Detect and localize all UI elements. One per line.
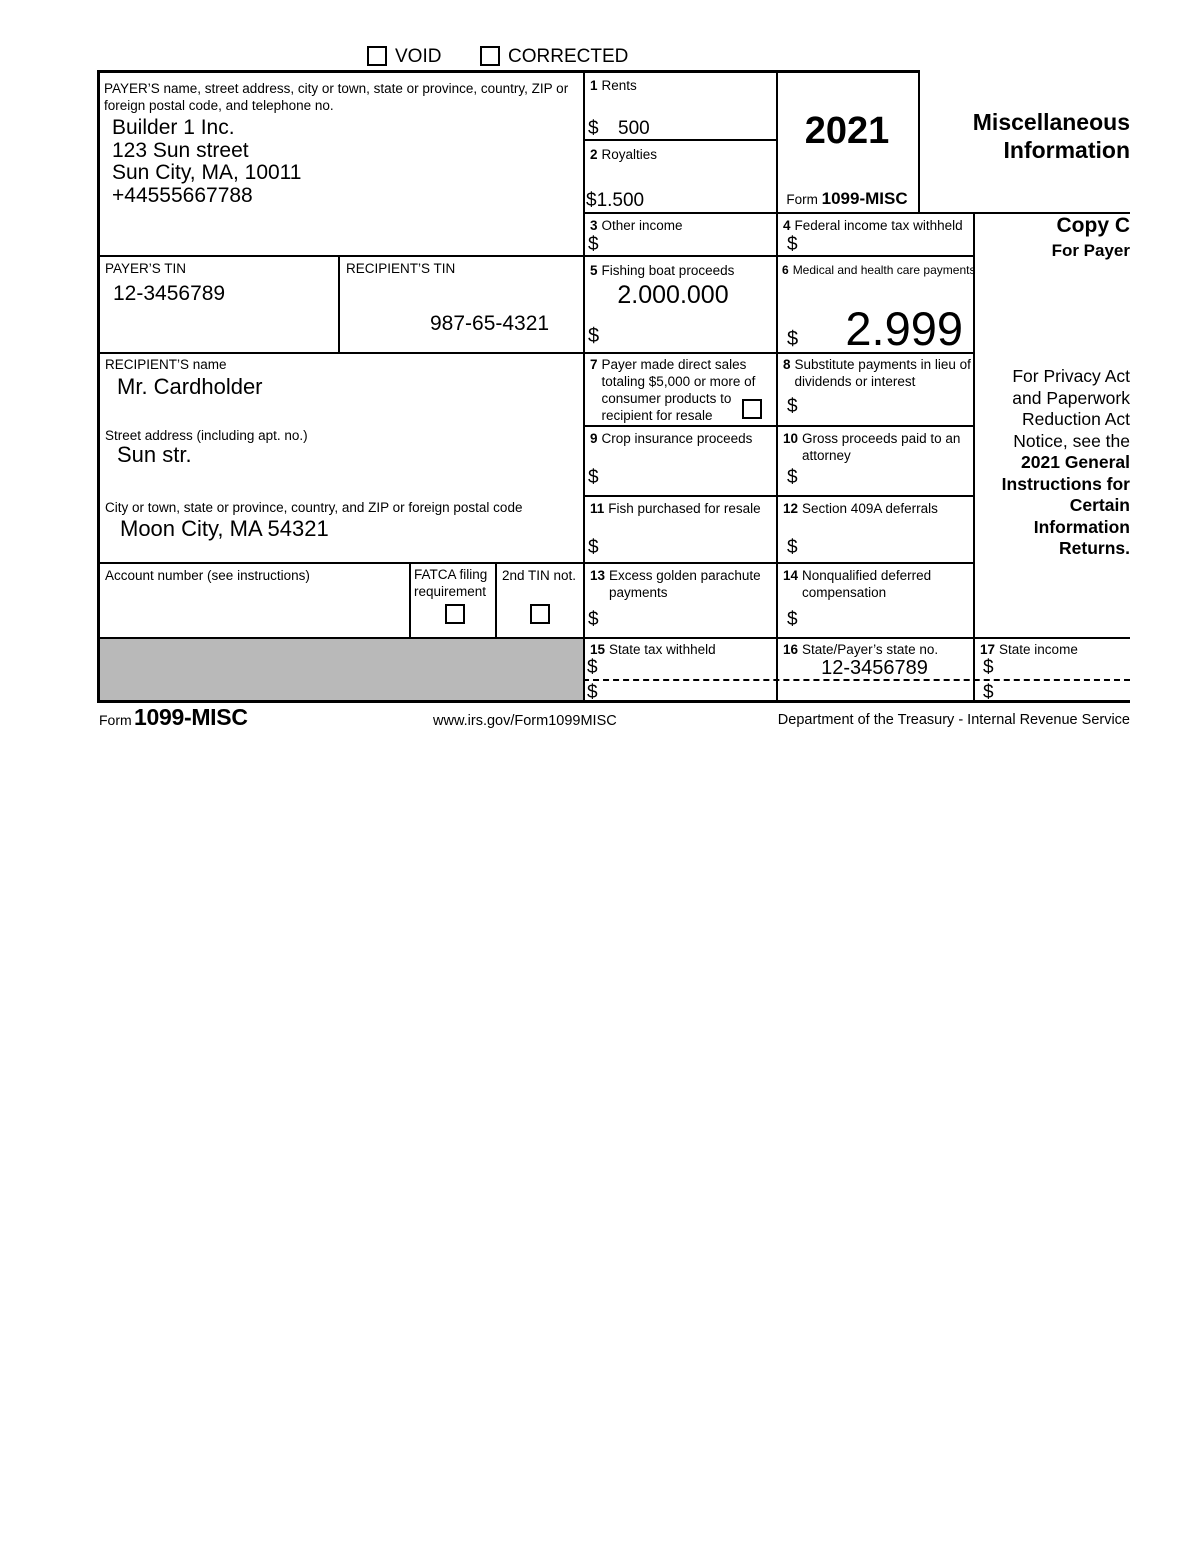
shaded-bar [100, 639, 583, 700]
divider-line [776, 70, 778, 700]
box5-label: 5 Fishing boat proceeds [590, 263, 735, 278]
box4-label: 4 Federal income tax withheld [783, 218, 963, 233]
box11-label: 11 Fish purchased for resale [590, 501, 761, 516]
box17-dollar-sign-1: $ [983, 657, 994, 678]
box16-value[interactable]: 12-3456789 [821, 657, 928, 679]
box15-label: 15 State tax withheld [590, 642, 716, 657]
copy-label: Copy C [1056, 214, 1130, 237]
payer-street-value[interactable]: 123 Sun street [112, 138, 249, 162]
divider-line [583, 495, 975, 497]
divider-line [338, 255, 340, 352]
recipient-tin-label: RECIPIENT’S TIN [346, 261, 456, 276]
street-address-value[interactable]: Sun str. [117, 442, 192, 467]
corrected-checkbox[interactable] [480, 46, 500, 66]
divider-line [97, 255, 975, 257]
divider-line [583, 139, 778, 141]
box9-dollar-sign: $ [588, 467, 599, 488]
box14-dollar-sign: $ [787, 609, 798, 630]
recipient-name-value[interactable]: Mr. Cardholder [117, 374, 263, 399]
footer-url: www.irs.gov/Form1099MISC [433, 713, 617, 729]
divider-line [409, 562, 411, 637]
box10-label: 10 Gross proceeds paid to an attorney [783, 431, 961, 463]
void-checkbox[interactable] [367, 46, 387, 66]
box8-label: 8 Substitute payments in lieu of dividends or interest [783, 357, 971, 389]
fatca-label: FATCA filing requirement [414, 567, 488, 599]
box17-dollar-sign-2: $ [983, 682, 994, 703]
corrected-label: CORRECTED [508, 46, 629, 67]
box13-label: 13 Excess golden parachute payments [590, 568, 761, 600]
box2-value[interactable]: $1.500 [586, 190, 645, 211]
box3-label: 3 Other income [590, 218, 683, 233]
box9-label: 9 Crop insurance proceeds [590, 431, 753, 446]
form-number-box: Form 1099-MISC [786, 189, 908, 208]
payer-city-value[interactable]: Sun City, MA, 10011 [112, 161, 302, 184]
box7-checkbox[interactable] [742, 399, 762, 419]
box15-dollar-sign-1: $ [587, 657, 598, 678]
recipient-tin-value[interactable]: 987-65-4321 [430, 312, 550, 335]
footer-form-word: Form [99, 712, 132, 728]
recipient-name-label: RECIPIENT’S name [105, 357, 227, 372]
border-top [97, 70, 920, 73]
box1-value[interactable]: 500 [618, 118, 650, 139]
border-bottom [97, 700, 1130, 703]
account-number-label: Account number (see instructions) [105, 568, 310, 583]
box1-dollar-sign: $ [588, 118, 599, 139]
street-address-label: Street address (including apt. no.) [105, 428, 308, 443]
payer-phone-value[interactable]: +44555667788 [112, 183, 253, 207]
box6-dollar-sign: $ [787, 328, 799, 350]
box12-label: 12 Section 409A deferrals [783, 501, 938, 516]
box6-value[interactable]: 2.999 [845, 302, 963, 355]
box8-dollar-sign: $ [787, 396, 798, 417]
fatca-checkbox[interactable] [445, 604, 465, 624]
city-value[interactable]: Moon City, MA 54321 [120, 516, 329, 541]
box4-dollar-sign: $ [787, 234, 798, 255]
box2-label: 2 Royalties [590, 147, 658, 162]
box17-label: 17 State income [980, 642, 1078, 657]
box7-label: 7 Payer made direct sales totaling $5,000 or more of consumer products to recipient for resale [590, 357, 756, 423]
divider-line [918, 70, 920, 212]
divider-line [583, 425, 975, 427]
second-tin-checkbox[interactable] [530, 604, 550, 624]
payer-tin-value[interactable]: 12-3456789 [113, 282, 226, 305]
second-tin-label: 2nd TIN not. [502, 568, 577, 583]
void-label: VOID [395, 46, 442, 67]
box15-dollar-sign-2: $ [587, 682, 598, 703]
border-left [97, 70, 100, 702]
payer-tin-label: PAYER’S TIN [105, 261, 187, 276]
tax-year: 2021 [804, 110, 890, 152]
box1-label: 1 Rents [590, 78, 637, 93]
box5-dollar-sign: $ [588, 325, 600, 347]
box6-label: 6 Medical and health care payments [782, 263, 976, 277]
privacy-notice: For Privacy Act and Paperwork Reduction Act Notice, see the 2021 General Instructions for Certain Information Returns. [1001, 366, 1130, 558]
box13-dollar-sign: $ [588, 609, 599, 630]
box16-label: 16 State/Payer’s state no. [783, 642, 939, 657]
form-title: Miscellaneous Information [972, 109, 1130, 163]
box12-dollar-sign: $ [787, 537, 798, 558]
for-payer-label: For Payer [1051, 241, 1130, 260]
payer-name-value[interactable]: Builder 1 Inc. [112, 116, 235, 139]
divider-line [97, 562, 975, 564]
footer-agency: Department of the Treasury - Internal Revenue Service [777, 712, 1130, 728]
box10-dollar-sign: $ [787, 467, 798, 488]
footer-form-number: 1099-MISC [134, 704, 248, 730]
box5-value[interactable]: 2.000.000 [617, 281, 729, 309]
box3-dollar-sign: $ [588, 234, 599, 255]
payer-info-label: PAYER’S name, street address, city or town, state or province, country, ZIP or foreign postal code, and telephone no. [104, 81, 569, 113]
box14-label: 14 Nonqualified deferred compensation [783, 568, 932, 600]
divider-line [583, 70, 585, 700]
city-label: City or town, state or province, country, and ZIP or foreign postal code [105, 500, 523, 515]
box11-dollar-sign: $ [588, 537, 599, 558]
